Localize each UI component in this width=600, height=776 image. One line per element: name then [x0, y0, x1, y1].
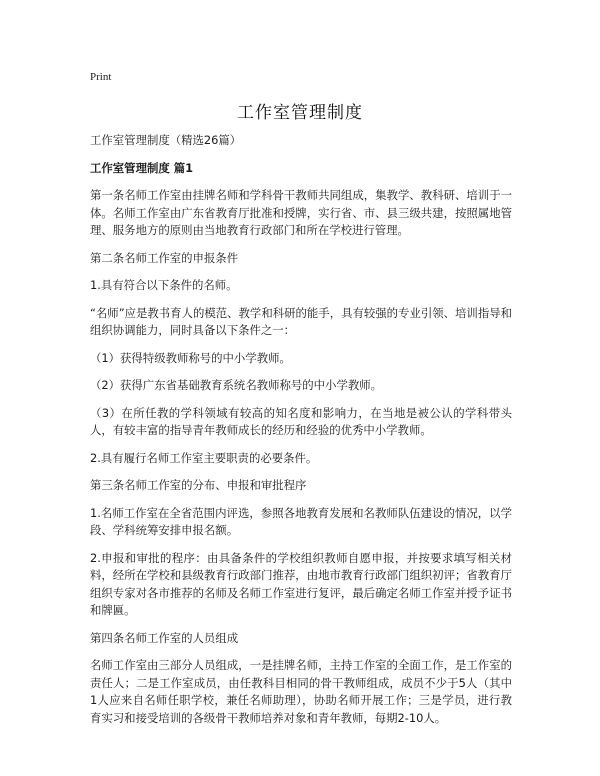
paragraph: 第三条名师工作室的分布、申报和审批程序: [90, 478, 307, 492]
paragraph: （2）获得广东省基础教育系统名教师称号的中小学教师。: [90, 378, 383, 392]
paragraph: 第四条名师工作室的人员组成: [90, 630, 239, 645]
paragraph: 第一条名师工作室由挂牌名师和学科骨干教师共同组成，集教学、教科研、培训于一体。名师工作室由广东省教育厅批准和授牌，实行省、市、县三级共建，按照属地管理、服务地方的原则由当地教育行政部门和所在学校进行管理。: [90, 188, 512, 237]
paragraph: 名师工作室由三部分人员组成，一是挂牌名师，主持工作室的全面工作，是工作室的责任人；二是工作室成员，由任教科目相同的骨干教师组成，成员不少于5人（其中1人应来自名师任职学校，兼任名师助理），协助名师开展工作；三是学员，进行教育实习和接受培训的各级骨干教师培养对象和青年教师，每期2-10人。: [90, 658, 512, 725]
paragraph: “名师”应是教书育人的模范、教学和科研的能手，具有较强的专业引领、培训指导和组织协调能力，同时具备以下条件之一：: [90, 305, 512, 337]
paragraph: 第二条名师工作室的申报条件: [90, 250, 239, 265]
document-body: [90, 132, 512, 737]
print-label: Print: [90, 71, 112, 83]
paragraph: 1.具有符合以下条件的名师。: [90, 278, 238, 292]
paragraph: 2.申报和审批的程序：由具备条件的学校组织教师自愿申报，并按要求填写相关材料，经所在学校和县级教育行政部门推荐，由地市教育行政部门组织初评；省教育厅组织专家对各市推荐的名师及名师工作室进行复评，最后确定名师工作室并授予证书和牌匾。: [90, 550, 512, 617]
paragraph: （3）在所任教的学科领域有较高的知名度和影响力，在当地是被公认的学科带头人，有较丰富的指导青年教师成长的经历和经验的优秀中小学教师。: [90, 405, 512, 437]
document-subtitle: 工作室管理制度（精选26篇）: [90, 133, 242, 147]
paragraph: 1.名师工作室在全省范围内评选，参照各地教育发展和名教师队伍建设的情况，以学段、学科统筹安排申报名额。: [90, 505, 512, 537]
document-title: 工作室管理制度: [237, 103, 363, 123]
paragraph: （1）获得特级教师称号的中小学教师。: [90, 350, 291, 365]
section-heading: 工作室管理制度 篇1: [90, 160, 194, 175]
paragraph: 2.具有履行名师工作室主要职责的必要条件。: [90, 450, 318, 465]
